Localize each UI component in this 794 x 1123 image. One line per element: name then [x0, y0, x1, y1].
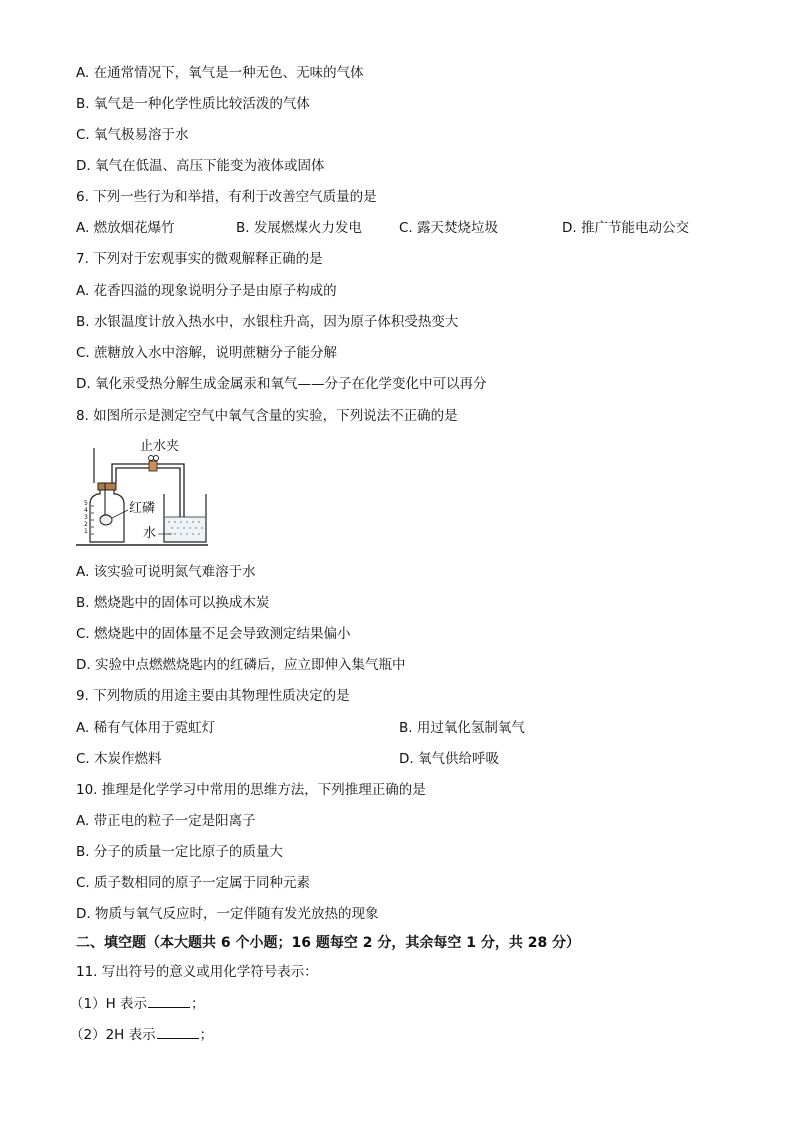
q11-part-2-prefix: （2）2H 表示	[70, 1027, 156, 1043]
q8-stem: 8. 如图所示是测定空气中氧气含量的实验，下列说法不正确的是	[76, 408, 458, 424]
q11-part-2	[70, 1026, 213, 1044]
q8-option-b: B. 燃烧匙中的固体可以换成木炭	[76, 595, 270, 611]
q11-part-1	[70, 995, 205, 1013]
q9-option-b: B. 用过氧化氢制氧气	[399, 720, 525, 736]
oxygen-experiment-figure	[72, 434, 212, 552]
q11-part-1-blank[interactable]	[148, 995, 190, 1008]
q7-option-c: C. 蔗糖放入水中溶解，说明蔗糖分子能分解	[76, 345, 338, 361]
bottle-scale-ticks	[91, 506, 94, 534]
clamp-handle-right	[154, 456, 159, 461]
q8-option-d: D. 实验中点燃燃烧匙内的红磷后，应立即伸入集气瓶中	[76, 657, 406, 673]
q5-option-a: A. 在通常情况下，氧气是一种无色、无味的气体	[76, 65, 364, 81]
q9-option-d: D. 氧气供给呼吸	[399, 751, 499, 767]
q7-stem: 7. 下列对于宏观事实的微观解释正确的是	[76, 251, 323, 267]
q10-option-a: A. 带正电的粒子一定是阳离子	[76, 813, 256, 829]
q11-stem: 11. 写出符号的意义或用化学符号表示：	[76, 964, 318, 980]
q8-option-a: A. 该实验可说明氮气难溶于水	[76, 564, 256, 580]
q6-option-b: B. 发展燃煤火力发电	[236, 220, 362, 236]
q7-option-a: A. 花香四溢的现象说明分子是由原子构成的	[76, 283, 337, 299]
scale-mark-3: 3	[84, 514, 88, 521]
q9-stem: 9. 下列物质的用途主要由其物理性质决定的是	[76, 688, 350, 704]
q5-option-b: B. 氧气是一种化学性质比较活泼的气体	[76, 96, 310, 112]
q6-option-a: A. 燃放烟花爆竹	[76, 220, 175, 236]
q5-option-c: C. 氧气极易溶于水	[76, 127, 189, 143]
q6-stem: 6. 下列一些行为和举措，有利于改善空气质量的是	[76, 189, 377, 205]
q5-option-d: D. 氧气在低温、高压下能变为液体或固体	[76, 158, 325, 174]
water-label: 水	[143, 526, 157, 541]
q9-option-a: A. 稀有气体用于霓虹灯	[76, 720, 216, 736]
q7-option-b: B. 水银温度计放入热水中，水银柱升高，因为原子体积受热变大	[76, 314, 459, 330]
water-stop-clamp	[149, 461, 157, 471]
q6-option-c: C. 露天焚烧垃圾	[399, 220, 499, 236]
q11-part-1-prefix: （1）H 表示	[70, 996, 148, 1012]
q8-option-c: C. 燃烧匙中的固体量不足会导致测定结果偏小	[76, 626, 351, 642]
q10-stem: 10. 推理是化学学习中常用的思维方法，下列推理正确的是	[76, 782, 426, 798]
q10-option-c: C. 质子数相同的原子一定属于同种元素	[76, 875, 311, 891]
q10-option-b: B. 分子的质量一定比原子的质量大	[76, 844, 283, 860]
scale-mark-2: 2	[84, 521, 88, 528]
section-title-fill-in: 二、填空题（本大题共 6 个小题；16 题每空 2 分，其余每空 1 分，共 28 分）	[76, 935, 581, 951]
q10-option-d: D. 物质与氧气反应时，一定伴随有发光放热的现象	[76, 906, 379, 922]
q7-option-d: D. 氧化汞受热分解生成金属汞和氧气——分子在化学变化中可以再分	[76, 376, 487, 392]
rubber-stopper	[98, 483, 116, 490]
q11-part-2-blank[interactable]	[157, 1026, 199, 1039]
scale-mark-1: 1	[84, 528, 88, 535]
clamp-label: 止水夹	[140, 439, 180, 454]
q11-part-1-suffix: ；	[191, 996, 205, 1012]
scale-mark-4: 4	[84, 507, 88, 514]
water-in-beaker	[165, 517, 205, 541]
phosphorus-pointer	[112, 510, 128, 518]
q6-option-d: D. 推广节能电动公交	[562, 220, 689, 236]
phosphorus-label: 红磷	[129, 501, 156, 516]
q11-part-2-suffix: ；	[199, 1027, 214, 1043]
clamp-handle-left	[149, 456, 154, 461]
scale-mark-5: 5	[84, 500, 88, 507]
q9-option-c: C. 木炭作燃料	[76, 751, 162, 767]
